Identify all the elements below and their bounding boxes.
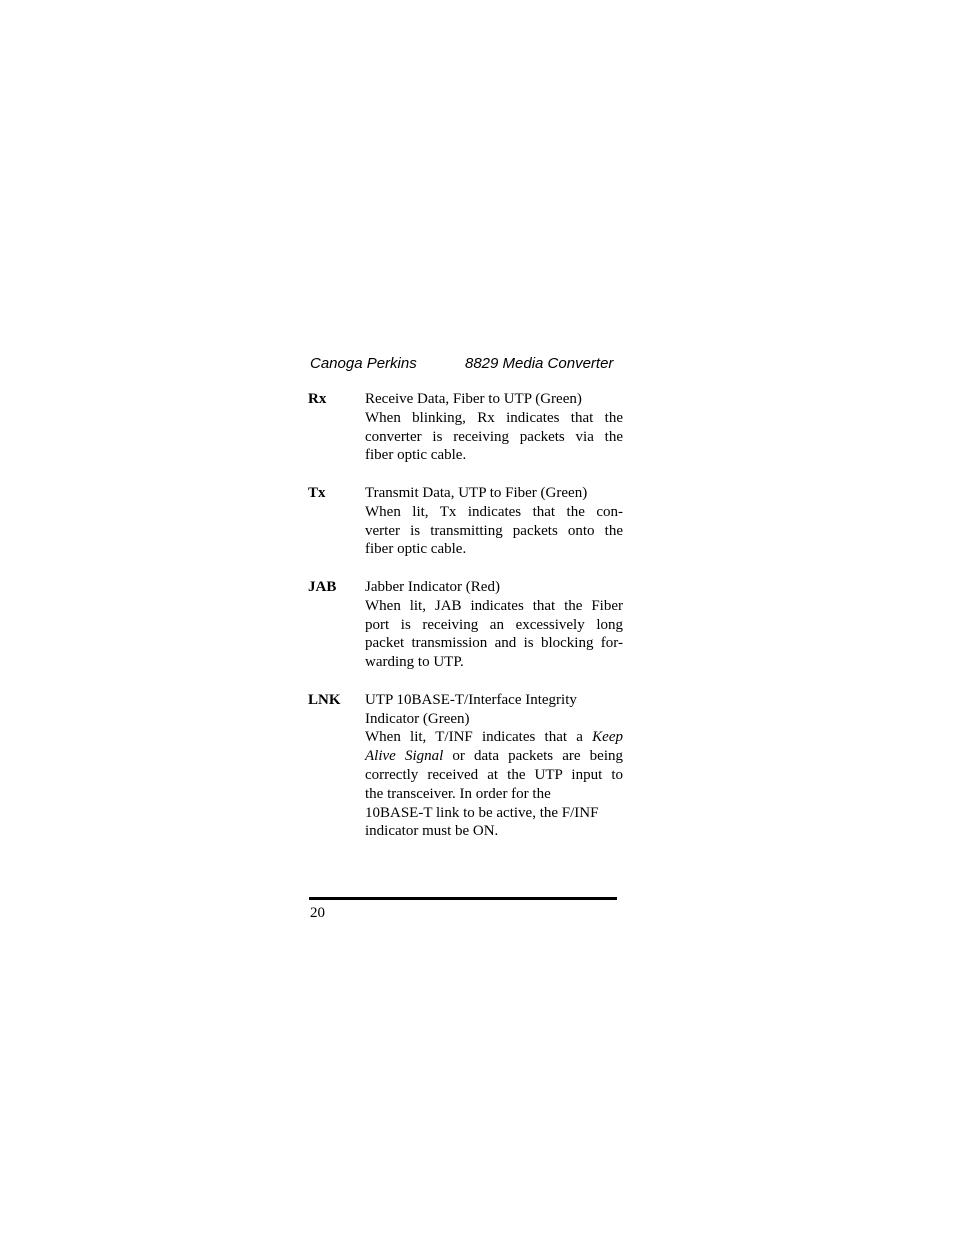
description-line: Indicator (Green) [365, 710, 470, 727]
description-line: converter is receiving packets via the [365, 428, 623, 445]
term-rx: Rx [308, 391, 327, 407]
description-line: fiber optic cable. [365, 447, 467, 464]
description-rx [365, 390, 623, 465]
description-line: 10BASE-T link to be active, the F/INF [365, 804, 599, 821]
header-company: Canoga Perkins [310, 355, 417, 372]
description-line: Jabber Indicator (Red) [365, 578, 500, 595]
indicator-definitions [308, 390, 623, 860]
term-lnk: LNK [308, 691, 341, 708]
description-line: fiber optic cable. [365, 541, 467, 558]
description-line: verter is transmitting packets onto the [365, 522, 623, 539]
description-text: or data packets are being [452, 748, 623, 765]
description-line: port is receiving an excessively long [365, 616, 623, 633]
definition-rx [308, 390, 623, 465]
keep-alive-emphasis: Keep [592, 729, 623, 746]
footer-rule [309, 897, 617, 900]
definition-lnk [308, 691, 623, 841]
header-product: 8829 Media Converter [465, 355, 614, 372]
description-line: warding to UTP. [365, 654, 464, 671]
description-line: Transmit Data, UTP to Fiber (Green) [365, 484, 588, 501]
description-jab [365, 578, 623, 672]
description-line [365, 728, 623, 747]
alive-signal-emphasis: Alive Signal [365, 748, 444, 765]
page-number: 20 [310, 905, 325, 921]
description-tx [365, 484, 623, 559]
description-line [365, 747, 623, 766]
description-line: When blinking, Rx indicates that the [365, 409, 623, 426]
description-line: When lit, JAB indicates that the Fiber [365, 597, 623, 614]
description-line: UTP 10BASE-T/Interface Integrity [365, 691, 577, 708]
definition-tx [308, 484, 623, 559]
description-lnk [365, 691, 623, 841]
description-line: correctly received at the UTP input to [365, 766, 623, 783]
description-text: When lit, T/INF indicates that a [365, 729, 583, 746]
running-header [310, 355, 620, 375]
description-line: the transceiver. In order for the [365, 785, 551, 802]
definition-jab [308, 578, 623, 672]
description-line: Receive Data, Fiber to UTP (Green) [365, 391, 582, 407]
description-line: packet transmission and is blocking for- [365, 635, 623, 652]
term-tx: Tx [308, 484, 326, 501]
term-jab: JAB [308, 578, 337, 595]
description-line: indicator must be ON. [365, 823, 499, 840]
description-line: When lit, Tx indicates that the con- [365, 503, 623, 520]
